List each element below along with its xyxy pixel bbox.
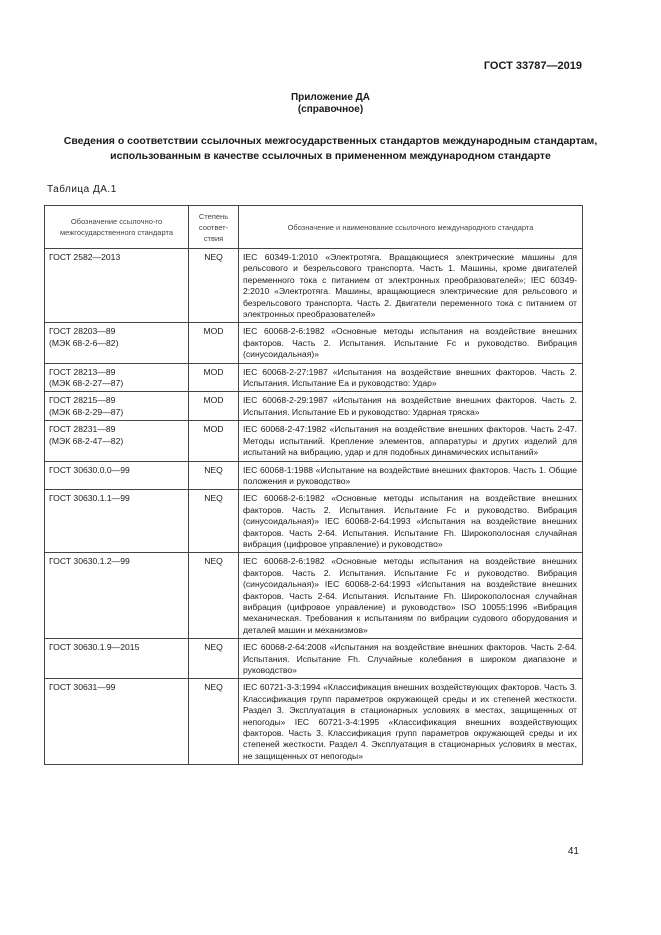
cell-degree: NEQ: [189, 461, 239, 490]
table-row: [45, 363, 583, 392]
cell-degree: MOD: [189, 392, 239, 421]
cell-international-standard: IEC 60349-1:2010 «Электротяга. Вращающиеся электрические машины для рельсового и безрельсового транспорта. Часть 1. Машины, кроме двигателей переменного тока с питанием от электронных преобразователей»; IEC 60349-2:2010 «Электротяга. Машины, вращающиеся электрические для рельсового и безрельсового транспорта. Часть 2. Двигатели переменного тока с питанием от электронных преобразователей»: [239, 249, 583, 323]
table-caption: Таблица ДА.1: [47, 184, 117, 195]
table-row: [45, 490, 583, 553]
cell-standard: [45, 249, 189, 323]
table-header-row: [45, 206, 583, 249]
standard-designation: ГОСТ 28215—89: [49, 395, 116, 406]
cell-degree: MOD: [189, 363, 239, 392]
standard-designation: (МЭК 68-2-6—82): [49, 337, 119, 348]
cell-international-standard: IEC 60068-2-6:1982 «Основные методы испытания на воздействие внешних факторов. Часть 2. Испытания. Испытание Fc и руководство. Вибрация (синусоидальная)» IEC 60068-2-64:1993 «Испытания на воздействие внешних факторов. Часть 2-64. Испытания. Испытание Fh. Широкополосная случайная вибрация (цифровое управление) и руководство» ISO 10055:1996 «Вибрация механическая. Требования к испытаниям по вибрации судового оборудования и деталей машин и механизмов»: [239, 553, 583, 639]
standard-designation: ГОСТ 30630.1.9—2015: [49, 642, 140, 653]
standard-designation: (МЭК 68-2-27—87): [49, 378, 124, 389]
table-row: [45, 421, 583, 461]
table-row: [45, 323, 583, 363]
column-header-international: Обозначение и наименование ссылочного международного стандарта: [239, 206, 583, 249]
column-header-standard: Обозначение ссылочно-го межгосударственного стандарта: [45, 206, 189, 249]
standard-designation: ГОСТ 2582—2013: [49, 252, 121, 262]
cell-standard: [45, 679, 189, 765]
table-row: [45, 553, 583, 639]
standard-designation: (МЭК 68-2-29—87): [49, 406, 124, 417]
table-row: [45, 249, 583, 323]
standard-designation: ГОСТ 30631—99: [49, 682, 116, 693]
table-row: [45, 639, 583, 679]
standard-designation: ГОСТ 30630.0.0—99: [49, 464, 130, 475]
cell-degree: NEQ: [189, 249, 239, 323]
standard-designation: ГОСТ 30630.1.1—99: [49, 493, 130, 504]
cell-international-standard: IEC 60068-2-47:1982 «Испытания на воздействие внешних факторов. Часть 2-47. Методы испытаний. Крепление элементов, аппаратуры и других изделий для испытаний на вибрацию, удар и для подобных динамических испытаний»: [239, 421, 583, 461]
column-header-degree: Степень соответ-ствия: [189, 206, 239, 249]
correspondence-table: [44, 205, 583, 765]
cell-international-standard: IEC 60068-2-29:1987 «Испытания на воздействие внешних факторов. Часть 2. Испытания. Испытание Eb и руководство: Ударная тряска»: [239, 392, 583, 421]
cell-degree: NEQ: [189, 639, 239, 679]
cell-international-standard: IEC 60068-2-27:1987 «Испытания на воздействие внешних факторов. Часть 2. Испытания. Испытание Ea и руководство: Удар»: [239, 363, 583, 392]
standard-designation: ГОСТ 28203—89: [49, 326, 116, 337]
standard-designation: (МЭК 68-2-47—82): [49, 435, 124, 446]
cell-international-standard: IEC 60068-2-64:2008 «Испытания на воздействие внешних факторов. Часть 2-64. Испытания. Испытание Fh. Случайные колебания в широком диапазоне и руководство»: [239, 639, 583, 679]
cell-degree: NEQ: [189, 679, 239, 765]
page-number: 41: [567, 846, 579, 857]
cell-international-standard: IEC 60068-2-6:1982 «Основные методы испытания на воздействие внешних факторов. Часть 2. Испытания. Испытание Fc и руководство. Вибрация (синусоидальная)» IEC 60068-2-64:1993 «Испытания на воздействие внешних факторов. Часть 2-64. Испытания. Испытание Fh. Широкополосная случайная вибрация (цифровое управление) и руководство»: [239, 490, 583, 553]
cell-standard: [45, 323, 189, 363]
table-row: [45, 461, 583, 490]
cell-degree: NEQ: [189, 553, 239, 639]
section-title: Сведения о соответствии ссылочных межгосударственных стандартов международным стандартам, использованным в качестве ссылочных в примененном международном стандарте: [63, 135, 598, 162]
table-row: [45, 392, 583, 421]
cell-international-standard: IEC 60721-3-3:1994 «Классификация внешних воздействующих факторов. Часть 3. Классификация групп параметров окружающей среды и их степеней жесткости. Раздел 3. Эксплуатация в стационарных условиях в местах, защищенных от непогоды» IEC 60721-3-4:1995 «Классификация внешних воздействующих факторов. Часть 3. Классификация групп параметров окружающей среды и их степеней жесткости. Раздел 4. Эксплуатация в стационарных условиях в местах, не защищенных от непогоды»: [239, 679, 583, 765]
cell-degree: MOD: [189, 323, 239, 363]
appendix-title: Приложение ДА: [290, 92, 371, 103]
cell-standard: [45, 639, 189, 679]
cell-standard: [45, 392, 189, 421]
cell-international-standard: IEC 60068-1:1988 «Испытание на воздействие внешних факторов. Часть 1. Общие положения и руководство»: [239, 461, 583, 490]
cell-standard: [45, 363, 189, 392]
standard-designation: ГОСТ 28213—89: [49, 366, 116, 377]
table-row: [45, 679, 583, 765]
cell-standard: [45, 490, 189, 553]
cell-standard: [45, 421, 189, 461]
document-id: ГОСТ 33787—2019: [483, 60, 582, 72]
cell-standard: [45, 553, 189, 639]
cell-degree: NEQ: [189, 490, 239, 553]
standard-designation: ГОСТ 30630.1.2—99: [49, 556, 130, 567]
cell-international-standard: IEC 60068-2-6:1982 «Основные методы испытания на воздействие внешних факторов. Часть 2. Испытания. Испытание Fc и руководство. Вибрация (синусоидальная)»: [239, 323, 583, 363]
standard-designation: ГОСТ 28231—89: [49, 424, 116, 435]
cell-standard: [45, 461, 189, 490]
appendix-heading: [0, 92, 661, 116]
cell-degree: MOD: [189, 421, 239, 461]
appendix-subtitle: (справочное): [297, 104, 364, 115]
